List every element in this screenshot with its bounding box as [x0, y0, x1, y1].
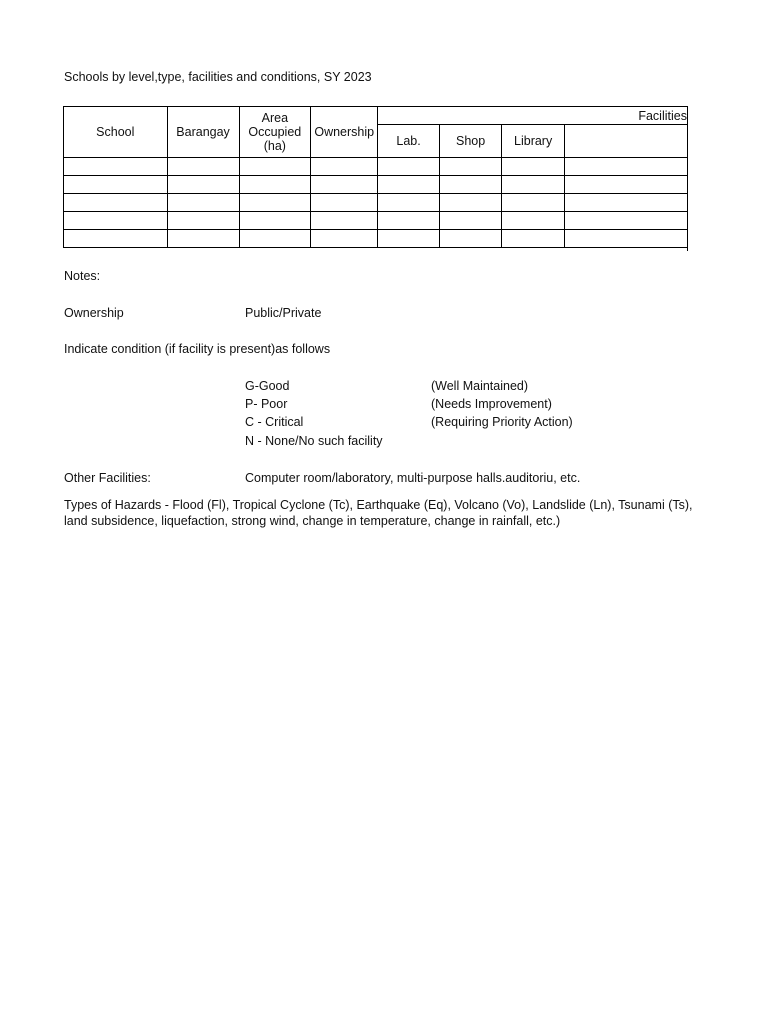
table-cell[interactable] — [64, 176, 168, 194]
table-cell[interactable] — [502, 158, 565, 176]
table-row — [64, 194, 688, 212]
table-cell[interactable] — [439, 194, 502, 212]
other-facilities-value: Computer room/laboratory, multi-purpose halls.auditoriu, etc. — [245, 471, 581, 485]
table-cell[interactable] — [239, 212, 311, 230]
table-cell[interactable] — [167, 158, 239, 176]
schools-table-container — [63, 106, 688, 251]
table-cell[interactable] — [502, 194, 565, 212]
table-cell[interactable] — [378, 176, 440, 194]
header-ownership: Ownership — [311, 107, 378, 158]
header-barangay: Barangay — [167, 107, 239, 158]
header-school: School — [64, 107, 168, 158]
table-cell[interactable] — [311, 212, 378, 230]
condition-intro: Indicate condition (if facility is present)as follows — [64, 342, 331, 356]
table-cell[interactable] — [167, 230, 239, 248]
table-row — [64, 158, 688, 176]
table-cell[interactable] — [439, 212, 502, 230]
condition-desc: (Well Maintained) — [431, 379, 529, 393]
table-cell[interactable] — [564, 194, 687, 212]
schools-table — [63, 106, 688, 248]
page-title: Schools by level,type, facilities and conditions, SY 2023 — [64, 70, 372, 84]
table-cell[interactable] — [64, 158, 168, 176]
table-row — [64, 212, 688, 230]
table-cell[interactable] — [502, 176, 565, 194]
table-cell[interactable] — [439, 158, 502, 176]
table-cell[interactable] — [167, 194, 239, 212]
table-right-border — [687, 106, 688, 251]
table-cell[interactable] — [502, 212, 565, 230]
notes-heading: Notes: — [64, 269, 101, 283]
header-facilities-label: Facilities — [638, 108, 687, 123]
table-cell[interactable] — [167, 212, 239, 230]
header-area-occupied: Area Occupied (ha) — [239, 107, 311, 158]
condition-desc: (Requiring Priority Action) — [431, 415, 573, 429]
header-lab: Lab. — [378, 125, 440, 158]
table-cell[interactable] — [64, 194, 168, 212]
table-cell[interactable] — [378, 194, 440, 212]
header-facilities-group — [378, 107, 688, 125]
table-cell[interactable] — [311, 194, 378, 212]
table-cell[interactable] — [311, 158, 378, 176]
table-cell[interactable] — [564, 230, 687, 248]
condition-desc: (Needs Improvement) — [431, 397, 552, 411]
condition-code: N - None/No such facility — [245, 434, 383, 448]
table-cell[interactable] — [564, 212, 687, 230]
table-cell[interactable] — [239, 230, 311, 248]
other-facilities-label: Other Facilities: — [64, 471, 151, 485]
table-cell[interactable] — [564, 158, 687, 176]
table-cell[interactable] — [64, 212, 168, 230]
table-cell[interactable] — [502, 230, 565, 248]
table-cell[interactable] — [239, 158, 311, 176]
header-next — [564, 125, 687, 158]
table-cell[interactable] — [378, 158, 440, 176]
condition-code: G-Good — [245, 379, 290, 393]
table-row — [64, 176, 688, 194]
ownership-label: Ownership — [64, 306, 124, 320]
table-cell[interactable] — [167, 176, 239, 194]
condition-code: P- Poor — [245, 397, 288, 411]
table-cell[interactable] — [239, 194, 311, 212]
header-library: Library — [502, 125, 565, 158]
table-cell[interactable] — [439, 230, 502, 248]
ownership-value: Public/Private — [245, 306, 322, 320]
table-cell[interactable] — [564, 176, 687, 194]
table-cell[interactable] — [311, 176, 378, 194]
table-cell[interactable] — [311, 230, 378, 248]
table-cell[interactable] — [378, 212, 440, 230]
hazards-note: Types of Hazards - Flood (Fl), Tropical Cyclone (Tc), Earthquake (Eq), Volcano (Vo), Landslide (Ln), Tsunami (Ts), land subsidence, liquefaction, strong wind, change in temperature, change in rainfall, etc.) — [64, 498, 693, 528]
table-cell[interactable] — [64, 230, 168, 248]
table-cell[interactable] — [378, 230, 440, 248]
condition-code: C - Critical — [245, 415, 304, 429]
table-cell[interactable] — [239, 176, 311, 194]
header-shop: Shop — [439, 125, 502, 158]
table-cell[interactable] — [439, 176, 502, 194]
table-row — [64, 230, 688, 248]
